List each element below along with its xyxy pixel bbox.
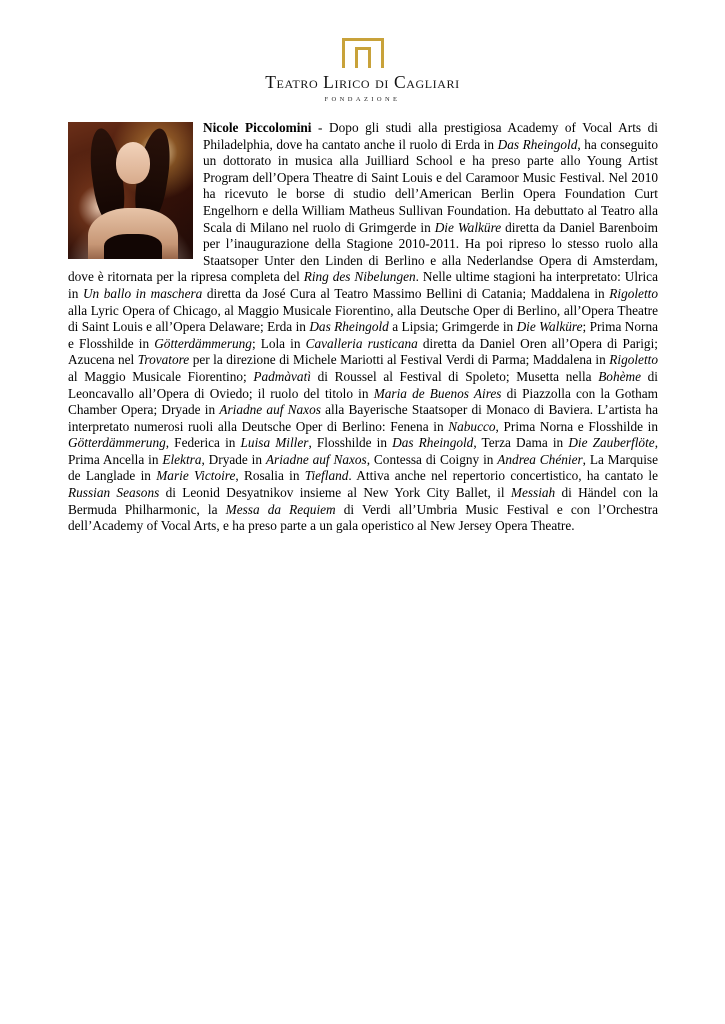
biography-paragraph: Nicole Piccolomini - Dopo gli studi alla prestigiosa Academy of Vocal Arts di Philadelphia, dove ha cantato anche il ruolo di Erda in Das Rheingold, ha conseguito un dottorato in musica alla Juilliard School e ha preso parte allo Young Artist Program dell’Opera Theatre di Saint Louis e del Caramoor Music Festival. Nel 2010 ha ricevuto le borse di studio dell’American Berlin Opera Foundation Curt Engelhorn e della William Matheus Sullivan Foundation. Ha debuttato al Teatro alla Scala di Milano nel ruolo di Grimgerde in Die Walküre diretta da Daniel Barenboim per l’inaugurazione della Stagione 2010-2011. Ha poi ripreso lo stesso ruolo alla Staatsoper Unter den Linden di Berlino e alla Nederlandse Opera di Amsterdam, dove è ritornata per la ripresa completa del Ring des Nibelungen. Nelle ultime stagioni ha interpretato: Ulrica in Un ballo in maschera diretta da José Cura al Teatro Massimo Bellini di Catania; Maddalena in Rigoletto alla Lyric Opera of Chicago, al Maggio Musicale Fiorentino, alla Deutsche Oper di Berlino, all’Opera Theatre di Saint Louis e all’Opera Delaware; Erda in Das Rheingold a Lipsia; Grimgerde in Die Walküre; Prima Norna e Flosshilde in Götterdämmerung; Lola in Cavalleria rusticana diretta da Daniel Oren all’Opera di Parigi; Azucena nel Trovatore per la direzione di Michele Mariotti al Festival Verdi di Parma; Maddalena in Rigoletto al Maggio Musicale Fiorentino; Padmàvatì di Roussel al Festival di Spoleto; Musetta nella Bohème di Leoncavallo all’Opera di Oviedo; il ruolo del titolo in Maria de Buenos Aires di Piazzolla con la Gotham Chamber Opera; Dryade in Ariadne auf Naxos alla Bayerische Staatsoper di Monaco di Baviera. L’artista ha interpretato numerosi ruoli alla Deutsche Oper di Berlino: Fenena in Nabucco, Prima Norna e Flosshilde in Götterdämmerung, Federica in Luisa Miller, Flosshilde in Das Rheingold, Terza Dama in Die Zauberflöte, Prima Ancella in Elektra, Dryade in Ariadne auf Naxos, Contessa di Coigny in Andrea Chénier, La Marquise de Langlade in Marie Victoire, Rosalia in Tiefland. Attiva anche nel repertorio concertistico, ha cantato le Russian Seasons di Leonid Desyatnikov insieme al New York City Ballet, il Messiah di Händel con la Bermuda Philharmonic, la Messa da Requiem di Verdi all’Umbria Music Festival e con l’Orchestra dell’Academy of Vocal Arts, e ha preso parte a un gala operistico al New Jersey Opera Theatre.: [68, 120, 659, 534]
artist-portrait-image: [68, 122, 193, 259]
biography-text: [68, 120, 658, 535]
organization-title: Teatro Lirico di Cagliari: [265, 72, 460, 92]
teatro-lirico-logo-mark: [342, 38, 384, 68]
organization-subtitle: FONDAZIONE: [324, 96, 401, 103]
header-logo: [0, 0, 725, 103]
